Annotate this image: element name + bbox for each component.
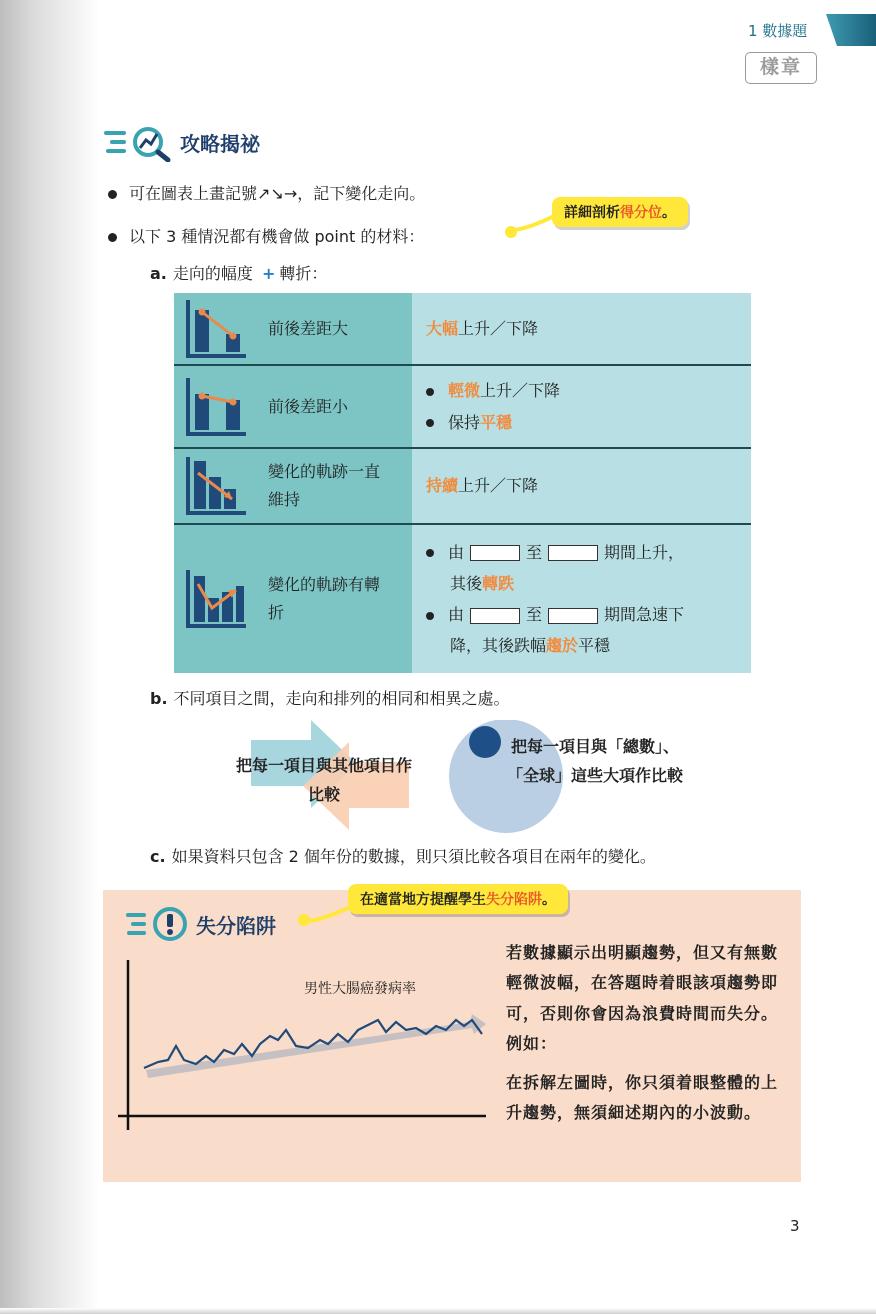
warning-icon — [126, 904, 190, 944]
subsection-a — [150, 261, 327, 284]
subsection-text: 走向的幅度 — [172, 264, 253, 283]
subsection-text: 轉折： — [279, 264, 328, 283]
subsection-letter: a. — [150, 264, 167, 283]
compare-right-text: 把每一項目與「總數」、「全球」這些大項作比較 — [506, 737, 683, 785]
pitfall-title: 失分陷阱 — [196, 913, 276, 938]
subsection-b — [150, 686, 510, 709]
callout-highlight: 失分陷阱 — [486, 892, 542, 908]
row-label: 前後差距小 — [268, 396, 349, 416]
desc-text: 至 — [526, 605, 543, 624]
row-label: 變化的軌跡一直維持 — [268, 462, 381, 509]
data-line — [144, 1020, 482, 1068]
trend-table — [174, 293, 751, 673]
chapter-label: 1 數據題 — [748, 22, 808, 40]
fill-in-box — [470, 545, 520, 561]
strategy-title: 攻略揭祕 — [180, 131, 260, 156]
desc-line — [426, 537, 737, 568]
desc-text: 上升／下降 — [458, 318, 539, 338]
bullet-dot — [108, 233, 117, 242]
row-desc-cell — [412, 293, 751, 364]
bullet-text: 以下 3 種情況都有機會做 point 的材料： — [129, 227, 425, 246]
desc-highlight: 持續 — [426, 476, 459, 496]
desc-line — [426, 568, 737, 599]
subsection-c — [150, 844, 656, 867]
bullet-dot — [426, 612, 434, 620]
row-label: 變化的軌跡有轉折 — [268, 575, 381, 622]
row-desc-cell — [412, 525, 751, 673]
bullet-dot — [426, 419, 434, 427]
desc-line — [426, 470, 737, 501]
desc-highlight: 趨於 — [546, 636, 579, 656]
desc-text: 期間急速下 — [604, 605, 685, 624]
row-label-cell — [174, 449, 412, 523]
chapter-tab — [826, 14, 876, 46]
desc-text: 降，其後跌幅 — [450, 636, 547, 656]
subsection-letter: b. — [150, 689, 168, 708]
page-bottom-edge — [0, 1308, 876, 1314]
fill-in-box — [470, 608, 520, 624]
desc-line — [426, 313, 737, 344]
page-number: 3 — [790, 1217, 800, 1235]
desc-text: 上升／下降 — [458, 476, 539, 496]
desc-text: 期間上升， — [604, 542, 685, 562]
bar-chart-steady-drop-icon — [184, 455, 248, 517]
row-desc-cell — [412, 366, 751, 447]
callout-text: 在適當地方提醒學生 — [360, 892, 486, 908]
desc-text: 上升／下降 — [480, 381, 561, 401]
subsection-text: 如果資料只包含 2 個年份的數據，則只須比較各項目在兩年的變化。 — [171, 847, 656, 866]
desc-line — [426, 375, 737, 406]
fill-in-box — [548, 608, 598, 624]
desc-highlight: 大幅 — [426, 318, 459, 338]
trend-arrow — [146, 1014, 486, 1078]
bullet-dot — [108, 190, 117, 199]
desc-text: 由 — [448, 542, 465, 562]
bullet-dot — [426, 388, 434, 396]
row-desc-cell — [412, 449, 751, 523]
bullet-text: 可在圖表上畫記號↗↘→，記下變化走向。 — [129, 184, 426, 203]
compare-left-text: 把每一項目與其他項目作比較 — [235, 756, 412, 804]
bullet-item — [108, 181, 425, 204]
table-row — [174, 449, 751, 525]
trend-line-chart — [110, 950, 490, 1130]
row-label-cell — [174, 293, 412, 364]
desc-highlight: 平穩 — [480, 412, 513, 432]
callout-pointer — [298, 914, 310, 926]
bullet-item — [108, 224, 424, 247]
fill-in-box — [548, 545, 598, 561]
bullet-dot — [426, 549, 434, 557]
pitfall-callout — [348, 884, 568, 914]
strategy-heading — [104, 122, 260, 162]
bar-chart-large-drop-icon — [184, 298, 248, 360]
pitfall-heading — [126, 904, 276, 944]
desc-line — [426, 407, 737, 438]
desc-line — [426, 630, 737, 661]
row-label-cell — [174, 525, 412, 673]
pitfall-paragraph: 若數據顯示出明顯趨勢，但又有無數輕微波幅，在答題時着眼該項趨勢即可，否則你會因為浪費時間而失分。例如： — [506, 943, 779, 1054]
table-row — [174, 366, 751, 449]
desc-text: 至 — [526, 542, 543, 562]
chart-label: 男性大腸癌發病率 — [304, 981, 416, 997]
desc-text: 保持 — [448, 412, 481, 432]
desc-text: 平穩 — [578, 636, 611, 656]
callout-suffix: 。 — [662, 205, 676, 221]
book-spine-shadow — [0, 0, 100, 1314]
callout-highlight: 得分位 — [620, 205, 662, 221]
subsection-text: 不同項目之間，走向和排列的相同和相異之處。 — [173, 689, 510, 708]
sample-stamp: 樣章 — [745, 52, 817, 84]
desc-text: 由 — [448, 605, 465, 624]
bar-chart-small-drop-icon — [184, 376, 248, 438]
table-row — [174, 525, 751, 673]
callout-suffix: 。 — [542, 892, 556, 908]
plus-sign: + — [261, 264, 276, 283]
pitfall-paragraph: 在拆解左圖時，你只須着眼整體的上升趨勢，無須細述期內的小波動。 — [506, 1073, 779, 1123]
desc-highlight: 輕微 — [448, 381, 481, 401]
scoring-callout — [552, 197, 688, 227]
desc-highlight: 轉跌 — [482, 573, 515, 593]
row-label: 前後差距大 — [268, 318, 349, 338]
bar-chart-turning-icon — [184, 568, 248, 630]
table-row — [174, 293, 751, 366]
subsection-letter: c. — [150, 847, 166, 866]
desc-text: 其後 — [450, 573, 483, 593]
magnifier-chart-icon — [104, 122, 174, 162]
row-label-cell — [174, 366, 412, 447]
callout-text: 詳細剖析 — [564, 205, 620, 221]
desc-line — [426, 599, 737, 630]
